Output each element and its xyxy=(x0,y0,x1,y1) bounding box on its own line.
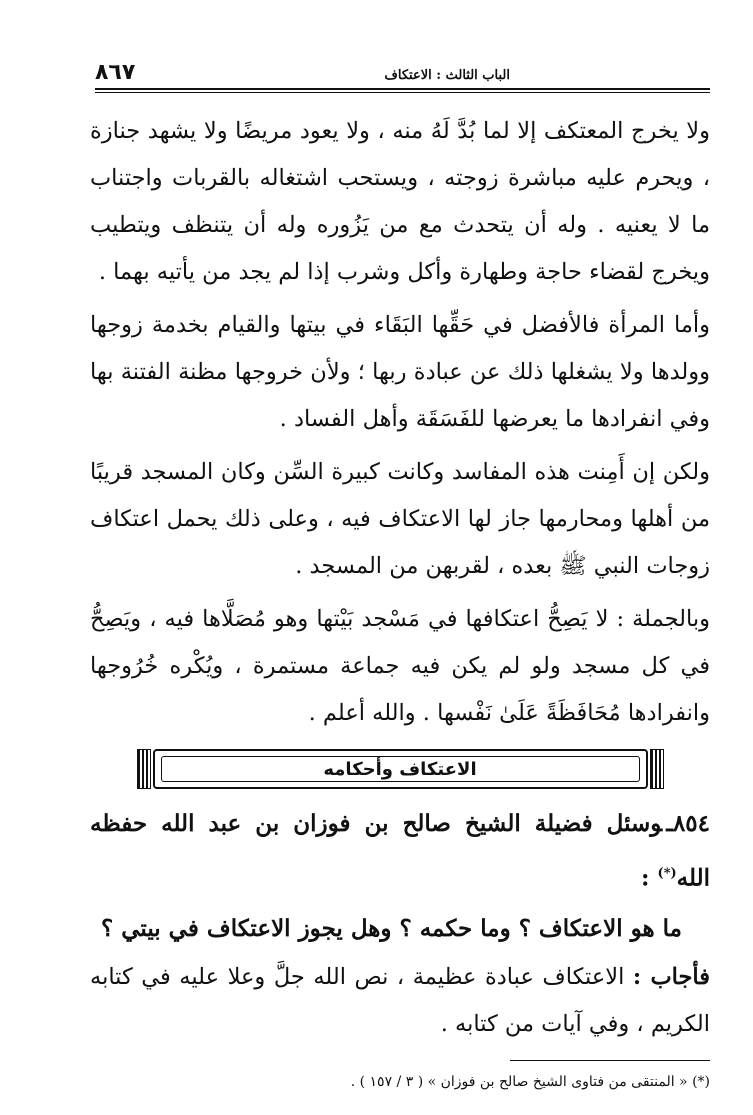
footnote: (*) « المنتقى من فتاوى الشيخ صالح بن فوزان » ( ٣ / ١٥٧ ) . xyxy=(350,1073,710,1090)
footnote-rule xyxy=(510,1060,710,1061)
section-title: الاعتكاف وأحكامه xyxy=(161,756,640,782)
header-rule-thin xyxy=(95,92,710,93)
paragraph-2: وأما المرأة فالأفضل في حَقِّها البَقَاء في بيتها والقيام بخدمة زوجها وولدها ولا يشغلها ذلك عن عبادة ربها ؛ ولأن خروجها مظنة الفتنة بها وفي انفرادها ما يعرضها للفَسَقَة وأهل الفساد . xyxy=(90,312,710,432)
running-head: الباب الثالث : الاعتكاف xyxy=(384,68,510,83)
answer-text: الاعتكاف عبادة عظيمة ، نص الله جلَّ وعلا عليه في كتابه الكريم ، وفي آيات من كتابه . xyxy=(90,963,710,1037)
question-colon: : xyxy=(641,864,658,892)
paragraph-1: ولا يخرج المعتكف إلا لما بُدَّ لَهُ منه ، ولا يعود مريضًا ولا يشهد جنازة ، ويحرم عليه مباشرة زوجته ، ويستحب اشتغاله بالقربات واجتناب ما لا يعنيه . وله أن يتحدث مع من يَزُوره وله أن يتنظف ويتطيب ويخرج لقضاء حاجة وطهارة وأكل وشرب إذا لم يجد من يأتيه بهما . xyxy=(90,118,710,285)
page-number: ٨٦٧ xyxy=(95,60,136,85)
header-rule xyxy=(95,88,710,90)
footnote-marker: (*) xyxy=(657,866,677,881)
question-heading xyxy=(90,799,710,904)
answer-label: فأجاب : xyxy=(632,963,711,990)
paragraph-4: وبالجملة : لا يَصِحُّ اعتكافها في مَسْجد بَيْتها وهو مُصَلَّاها فيه ، ويَصِحُّ في كل مسجد ولو لم يكن فيه جماعة مستمرة ، ويُكْره خُرُوجها وانفرادها مُحَافَظَةً عَلَىٰ نَفْسها . والله أعلم . xyxy=(90,606,710,726)
question-intro: وسئل فضيلة الشيخ صالح بن فوزان بن عبد الله حفظه الله xyxy=(90,810,710,892)
paragraph-3: ولكن إن أَمِنت هذه المفاسد وكانت كبيرة السِّن وكان المسجد قريبًا من أهلها ومحارمها جاز لها الاعتكاف فيه ، وعلى ذلك يحمل اعتكاف زوجات النبي ﷺ بعده ، لقربهن من المسجد . xyxy=(90,459,710,579)
question-text: ما هو الاعتكاف ؟ وما حكمه ؟ وهل يجوز الاعتكاف في بيتي ؟ xyxy=(101,914,682,942)
page-body xyxy=(90,108,710,1095)
question-number: ٨٥٤ـ xyxy=(666,810,710,837)
page-header xyxy=(95,60,710,94)
section-banner xyxy=(153,749,648,789)
answer-paragraph xyxy=(90,954,710,1048)
